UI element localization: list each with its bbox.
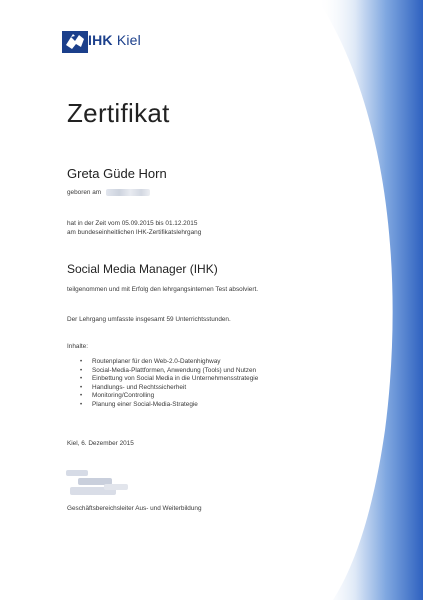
- bullet: •: [80, 367, 83, 374]
- bullet: •: [80, 393, 83, 400]
- list-item: • Social-Media-Plattformen, Anwendung (Tools) und Nutzen: [80, 366, 257, 374]
- redacted-birthdate: [106, 189, 150, 196]
- bullet: •: [80, 359, 83, 365]
- blurred-signature-icon: [64, 467, 144, 499]
- certificate-title: Zertifikat: [67, 98, 170, 128]
- list-item: • Routenplaner für den Web-2.0-Datenhighway: [80, 358, 221, 365]
- place-date: Kiel, 6. Dezember 2015: [67, 440, 134, 447]
- birth-line: [67, 189, 150, 196]
- born-label: geboren am: [67, 189, 102, 197]
- completion-text: teilgenommen und mit Erfolg den lehrgangsinternen Test absolviert.: [67, 286, 259, 293]
- program-text: am bundeseinheitlichen IHK-Zertifikatslehrgang: [67, 229, 202, 236]
- ihk-eagle-icon: [62, 31, 88, 53]
- contents-list: [80, 358, 258, 410]
- list-item: • Handlungs- und Rechtssicherheit: [80, 383, 187, 391]
- logo-text: [88, 32, 141, 48]
- list-item: • Einbettung von Social Media in die Unternehmensstrategie: [80, 375, 259, 383]
- bullet: •: [80, 384, 83, 391]
- recipient-name: Greta Güde Horn: [67, 166, 167, 181]
- list-item: • Monitoring/Controlling: [80, 392, 155, 400]
- bullet: •: [80, 376, 83, 383]
- contents-label: Inhalte:: [67, 343, 88, 350]
- list-item: • Planung einer Social-Media-Strategie: [80, 400, 198, 408]
- signatory-role: Geschäftsbereichsleiter Aus- und Weiterbildung: [67, 505, 202, 512]
- course-title: Social Media Manager (IHK): [67, 262, 218, 276]
- bullet: •: [80, 401, 83, 408]
- hours-text: Der Lehrgang umfasste insgesamt 59 Unterrichtsstunden.: [67, 316, 231, 323]
- logo-prefix: IHK: [88, 32, 113, 48]
- period-text: hat in der Zeit vom 05.09.2015 bis 01.12.2015: [67, 220, 198, 227]
- logo-city: Kiel: [116, 32, 141, 48]
